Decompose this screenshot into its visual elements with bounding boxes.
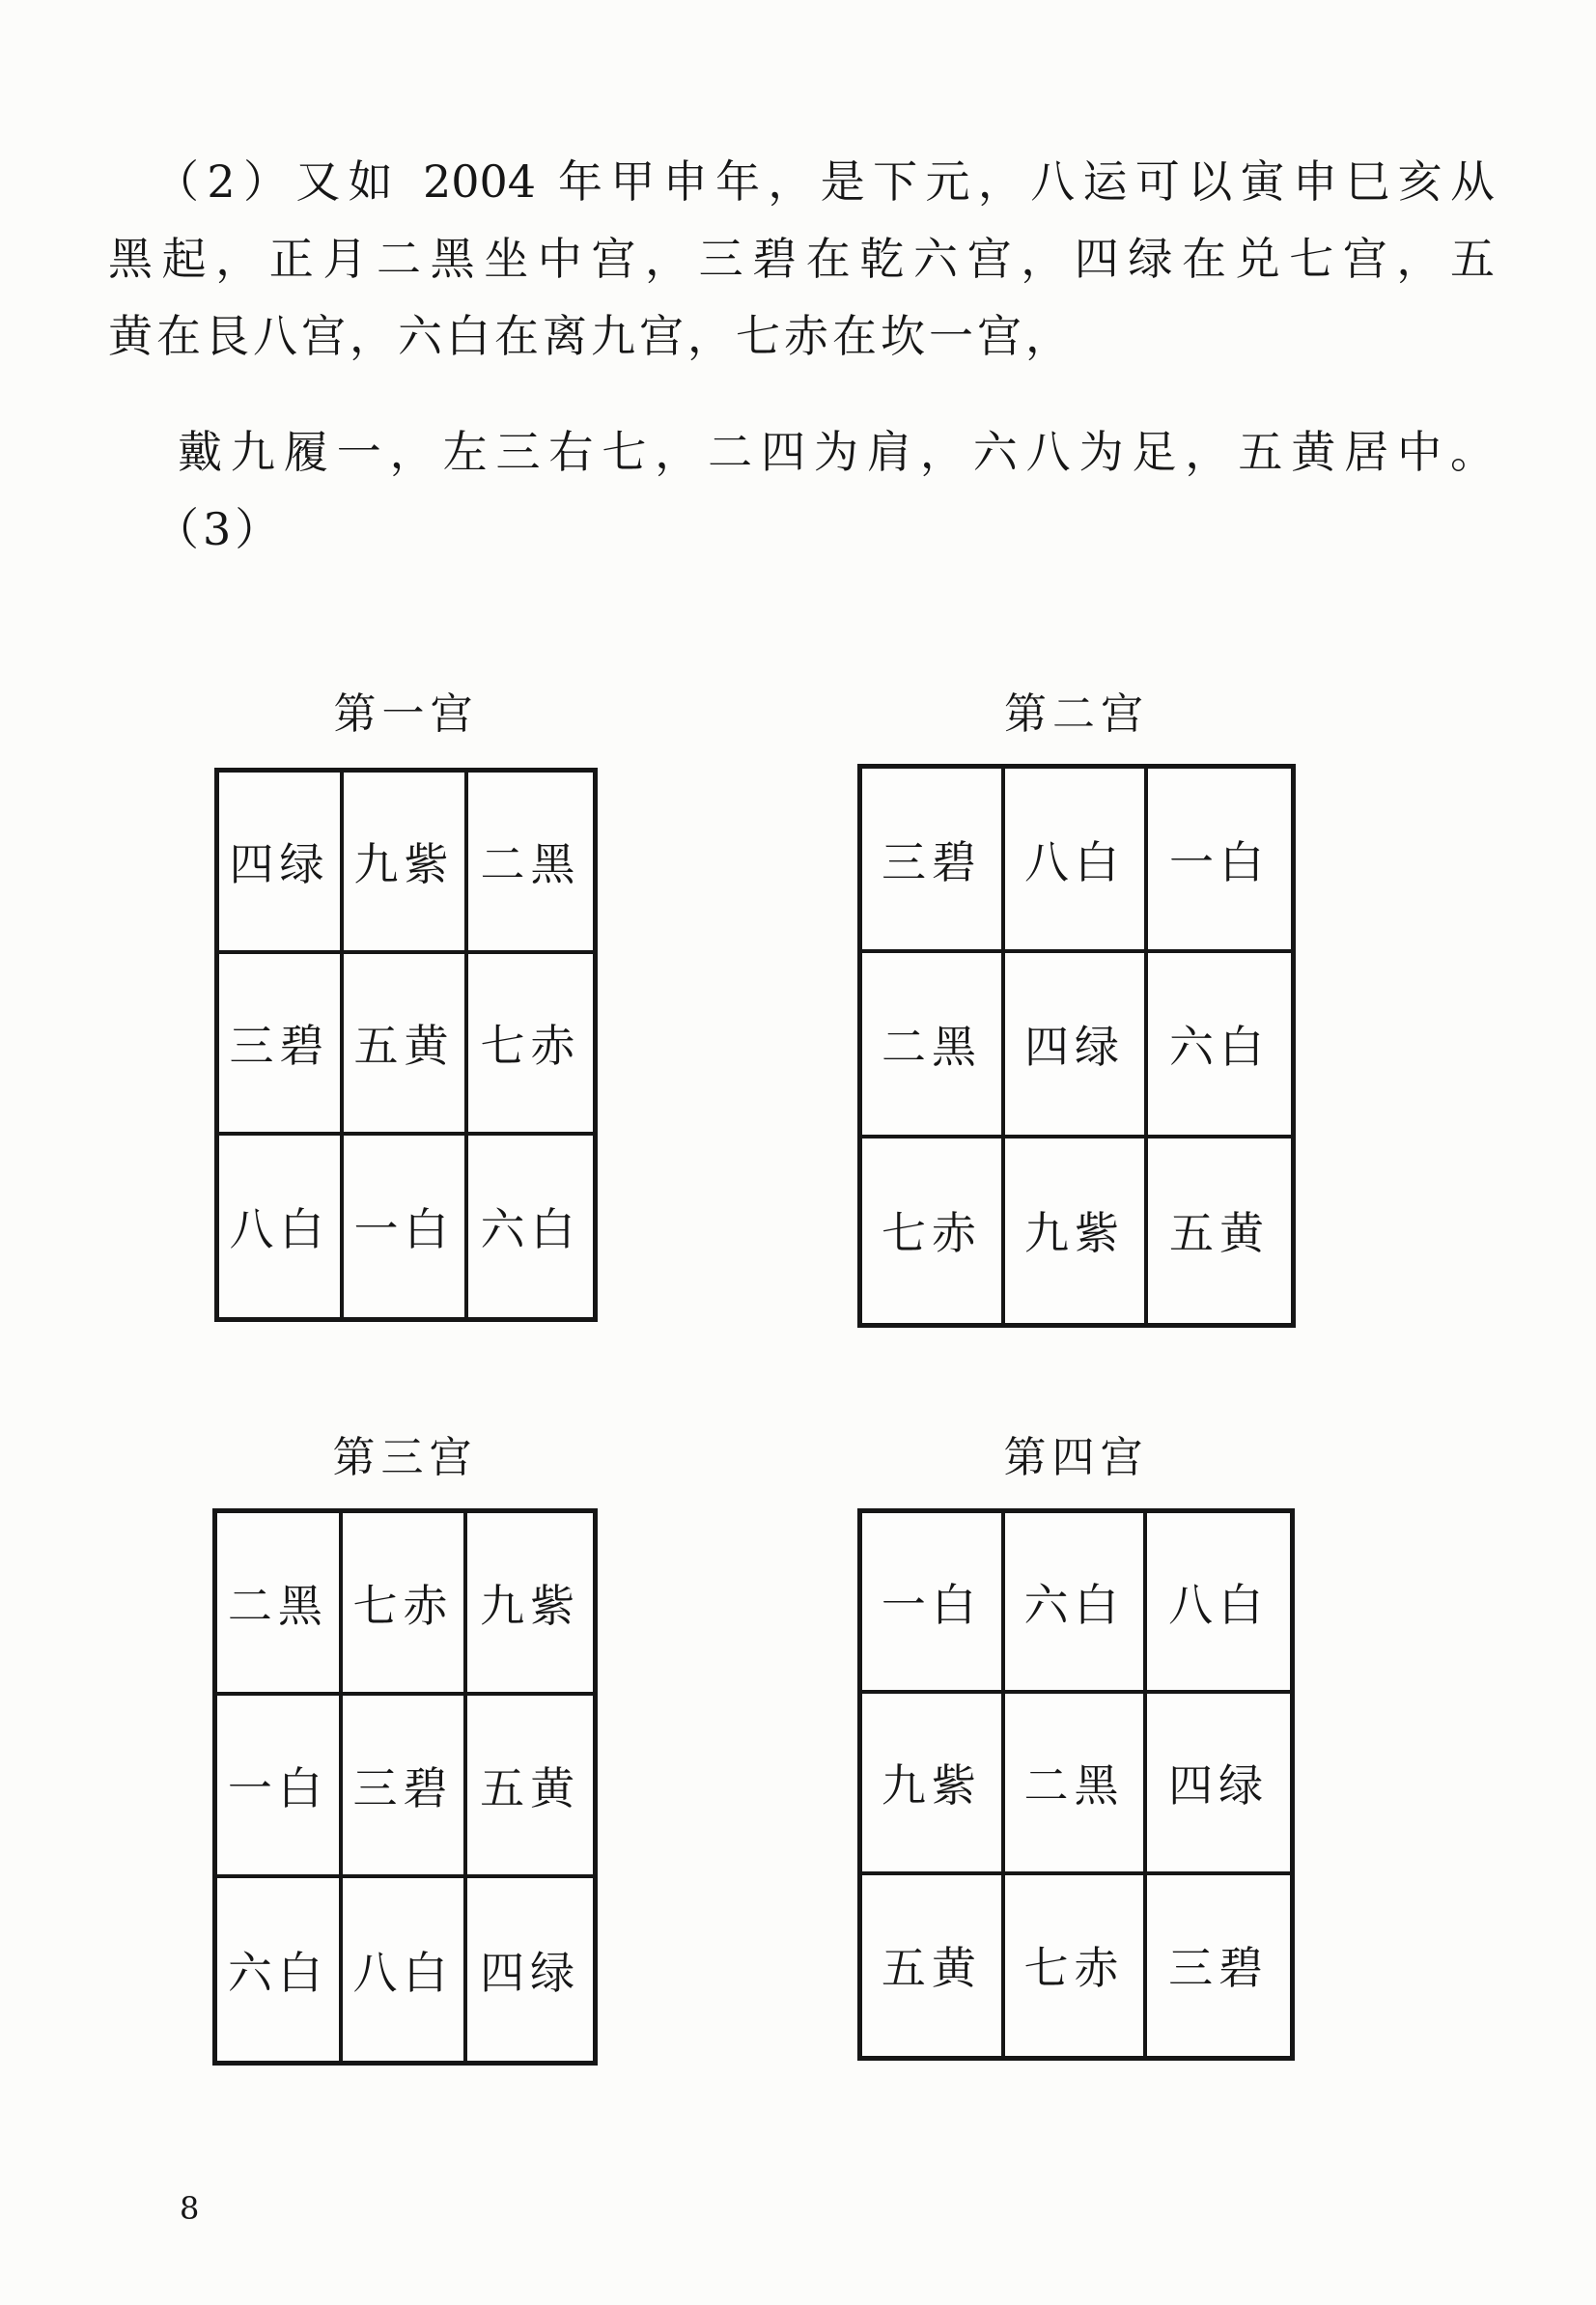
grid-cell: 八白 [1005, 769, 1148, 953]
grid-cell: 四绿 [1005, 953, 1148, 1138]
grid-cell: 六白 [1148, 953, 1291, 1138]
grid-cell: 五黄 [862, 1875, 1005, 2056]
palace-2-grid [857, 764, 1296, 1328]
grid-cell: 二黑 [468, 773, 593, 954]
grid-cell: 三碧 [1168, 1942, 1270, 1995]
grid-cell: 三碧 [343, 1696, 468, 1878]
grid-cell: 二黑 [217, 1513, 343, 1696]
palace-4-title: 第四宫 [1003, 1433, 1149, 1482]
palace-3-title: 第三宫 [332, 1433, 478, 1482]
body-line-1: （2）又如 2004 年甲申年，是下元，八运可以寅申巳亥从 [154, 155, 1495, 208]
palace-3-grid [212, 1508, 598, 2066]
body-line-3: 黄在艮八宫，六白在离九宫，七赤在坎一宫， [108, 310, 1074, 362]
palace-1-title: 第一宫 [333, 689, 479, 739]
grid-cell: 六白 [217, 1878, 343, 2061]
grid-cell: 四绿 [1147, 1694, 1290, 1874]
body-line-4: 戴九履一，左三右七，二四为肩，六八为足，五黄居中。 [178, 426, 1495, 478]
body-line-2: 黑起，正月二黑坐中宫，三碧在乾六宫，四绿在兑七宫，五 [108, 233, 1495, 285]
grid-cell: 六白 [480, 1203, 581, 1255]
grid-cell: 四绿 [219, 773, 344, 954]
grid-cell: 八白 [343, 1878, 468, 2061]
grid-cell: 五黄 [1169, 1207, 1270, 1260]
grid-cell: 一白 [217, 1696, 343, 1878]
grid-cell: 二黑 [1005, 1694, 1148, 1874]
body-line-5: （3） [154, 503, 284, 555]
grid-cell: 七赤 [862, 1138, 1005, 1323]
palace-2-title: 第二宫 [1004, 689, 1149, 739]
grid-cell: 三碧 [219, 954, 344, 1136]
grid-cell: 一白 [344, 1136, 468, 1317]
grid-cell: 一白 [862, 1513, 1005, 1694]
grid-cell: 八白 [1147, 1513, 1290, 1694]
grid-cell: 九紫 [467, 1513, 593, 1696]
grid-cell: 二黑 [862, 953, 1005, 1138]
grid-cell: 八白 [219, 1136, 344, 1317]
page-number: 8 [180, 2190, 200, 2227]
grid-cell: 五黄 [467, 1696, 593, 1878]
grid-cell: 九紫 [344, 773, 468, 954]
grid-cell: 一白 [1148, 769, 1291, 953]
grid-cell: 四绿 [480, 1946, 581, 1999]
palace-1-grid [214, 768, 598, 1322]
grid-cell: 九紫 [862, 1694, 1005, 1874]
grid-cell: 三碧 [862, 769, 1005, 953]
palace-4-grid [857, 1508, 1295, 2061]
grid-cell: 六白 [1005, 1513, 1148, 1694]
grid-cell: 九紫 [1005, 1138, 1148, 1323]
grid-cell: 七赤 [468, 954, 593, 1136]
grid-cell: 五黄 [344, 954, 468, 1136]
grid-cell: 七赤 [1005, 1875, 1148, 2056]
grid-cell: 七赤 [343, 1513, 468, 1696]
body-text [108, 143, 1495, 568]
